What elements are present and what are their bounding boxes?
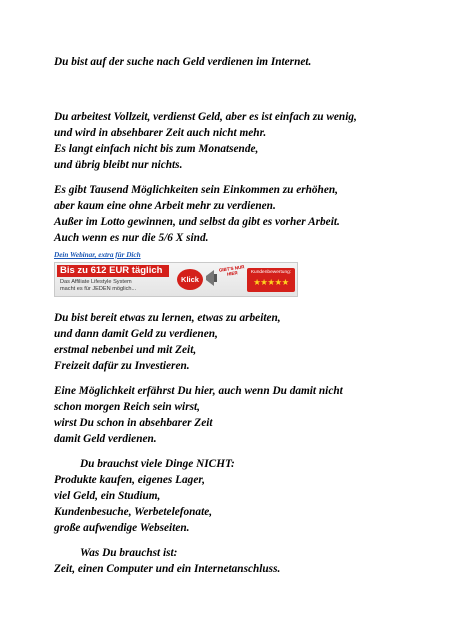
text-line: viel Geld, ein Studium, [54,490,161,502]
text-line: Es langt einfach nicht bis zum Monatsende, [54,143,259,155]
text-line: Auch wenn es nur die 5/6 X sind. [54,232,209,244]
text-line: Produkte kaufen, eigenes Lager, [54,474,205,486]
text-line: und dann damit Geld zu verdienen, [54,328,218,340]
banner-headline: Bis zu 612 EUR täglich [57,265,169,277]
banner-subline: macht es für JEDEN möglich... [60,286,137,292]
text-line: damit Geld verdienen. [54,433,157,445]
text-line: und übrig bleibt nur nichts. [54,159,183,171]
webinar-link[interactable]: Dein Webinar, extra für Dich [54,251,141,259]
section-heading: Was Du brauchst ist: [80,547,178,559]
text-line: schon morgen Reich sein wirst, [54,401,200,413]
text-line: Außer im Lotto gewinnen, und selbst da gibt es vorher Arbeit. [54,216,340,228]
text-line: Du arbeitest Vollzeit, verdienst Geld, aber es ist einfach zu wenig, [54,111,357,123]
text-line: Freizeit dafür zu Investieren. [54,360,190,372]
text-line: wirst Du schon in absehbarer Zeit [54,417,213,429]
section-heading: Du brauchst viele Dinge NICHT: [80,458,235,470]
text-line: Kundenbesuche, Werbetelefonate, [54,506,213,518]
rating-box [247,268,295,292]
text-line: Es gibt Tausend Möglichkeiten sein Einkommen zu erhöhen, [54,184,338,196]
text-line: Eine Möglichkeit erfährst Du hier, auch wenn Du damit nicht [54,385,343,397]
text-line: und wird in absehbarer Zeit auch nicht mehr. [54,127,267,139]
star-rating-icon: ★★★★★ [253,278,289,288]
rating-label: Kundenbewertung: [250,270,292,275]
banner-subline: Das Affiliate Lifestyle System [60,279,132,285]
ad-banner[interactable] [54,262,298,297]
megaphone-icon [205,267,219,289]
text-line: große aufwendige Webseiten. [54,522,190,534]
text-line: erstmal nebenbei und mit Zeit, [54,344,197,356]
text-line: aber kaum eine ohne Arbeit mehr zu verdienen. [54,200,276,212]
text-line: Zeit, einen Computer und ein Internetanschluss. [54,563,281,575]
text-line: Du bist bereit etwas zu lernen, etwas zu arbeiten, [54,312,281,324]
text-line: Du bist auf der suche nach Geld verdienen im Internet. [54,56,312,68]
banner-callout: GIBT'S NUR HIER [218,264,245,277]
klick-button[interactable]: Klick [177,269,203,290]
